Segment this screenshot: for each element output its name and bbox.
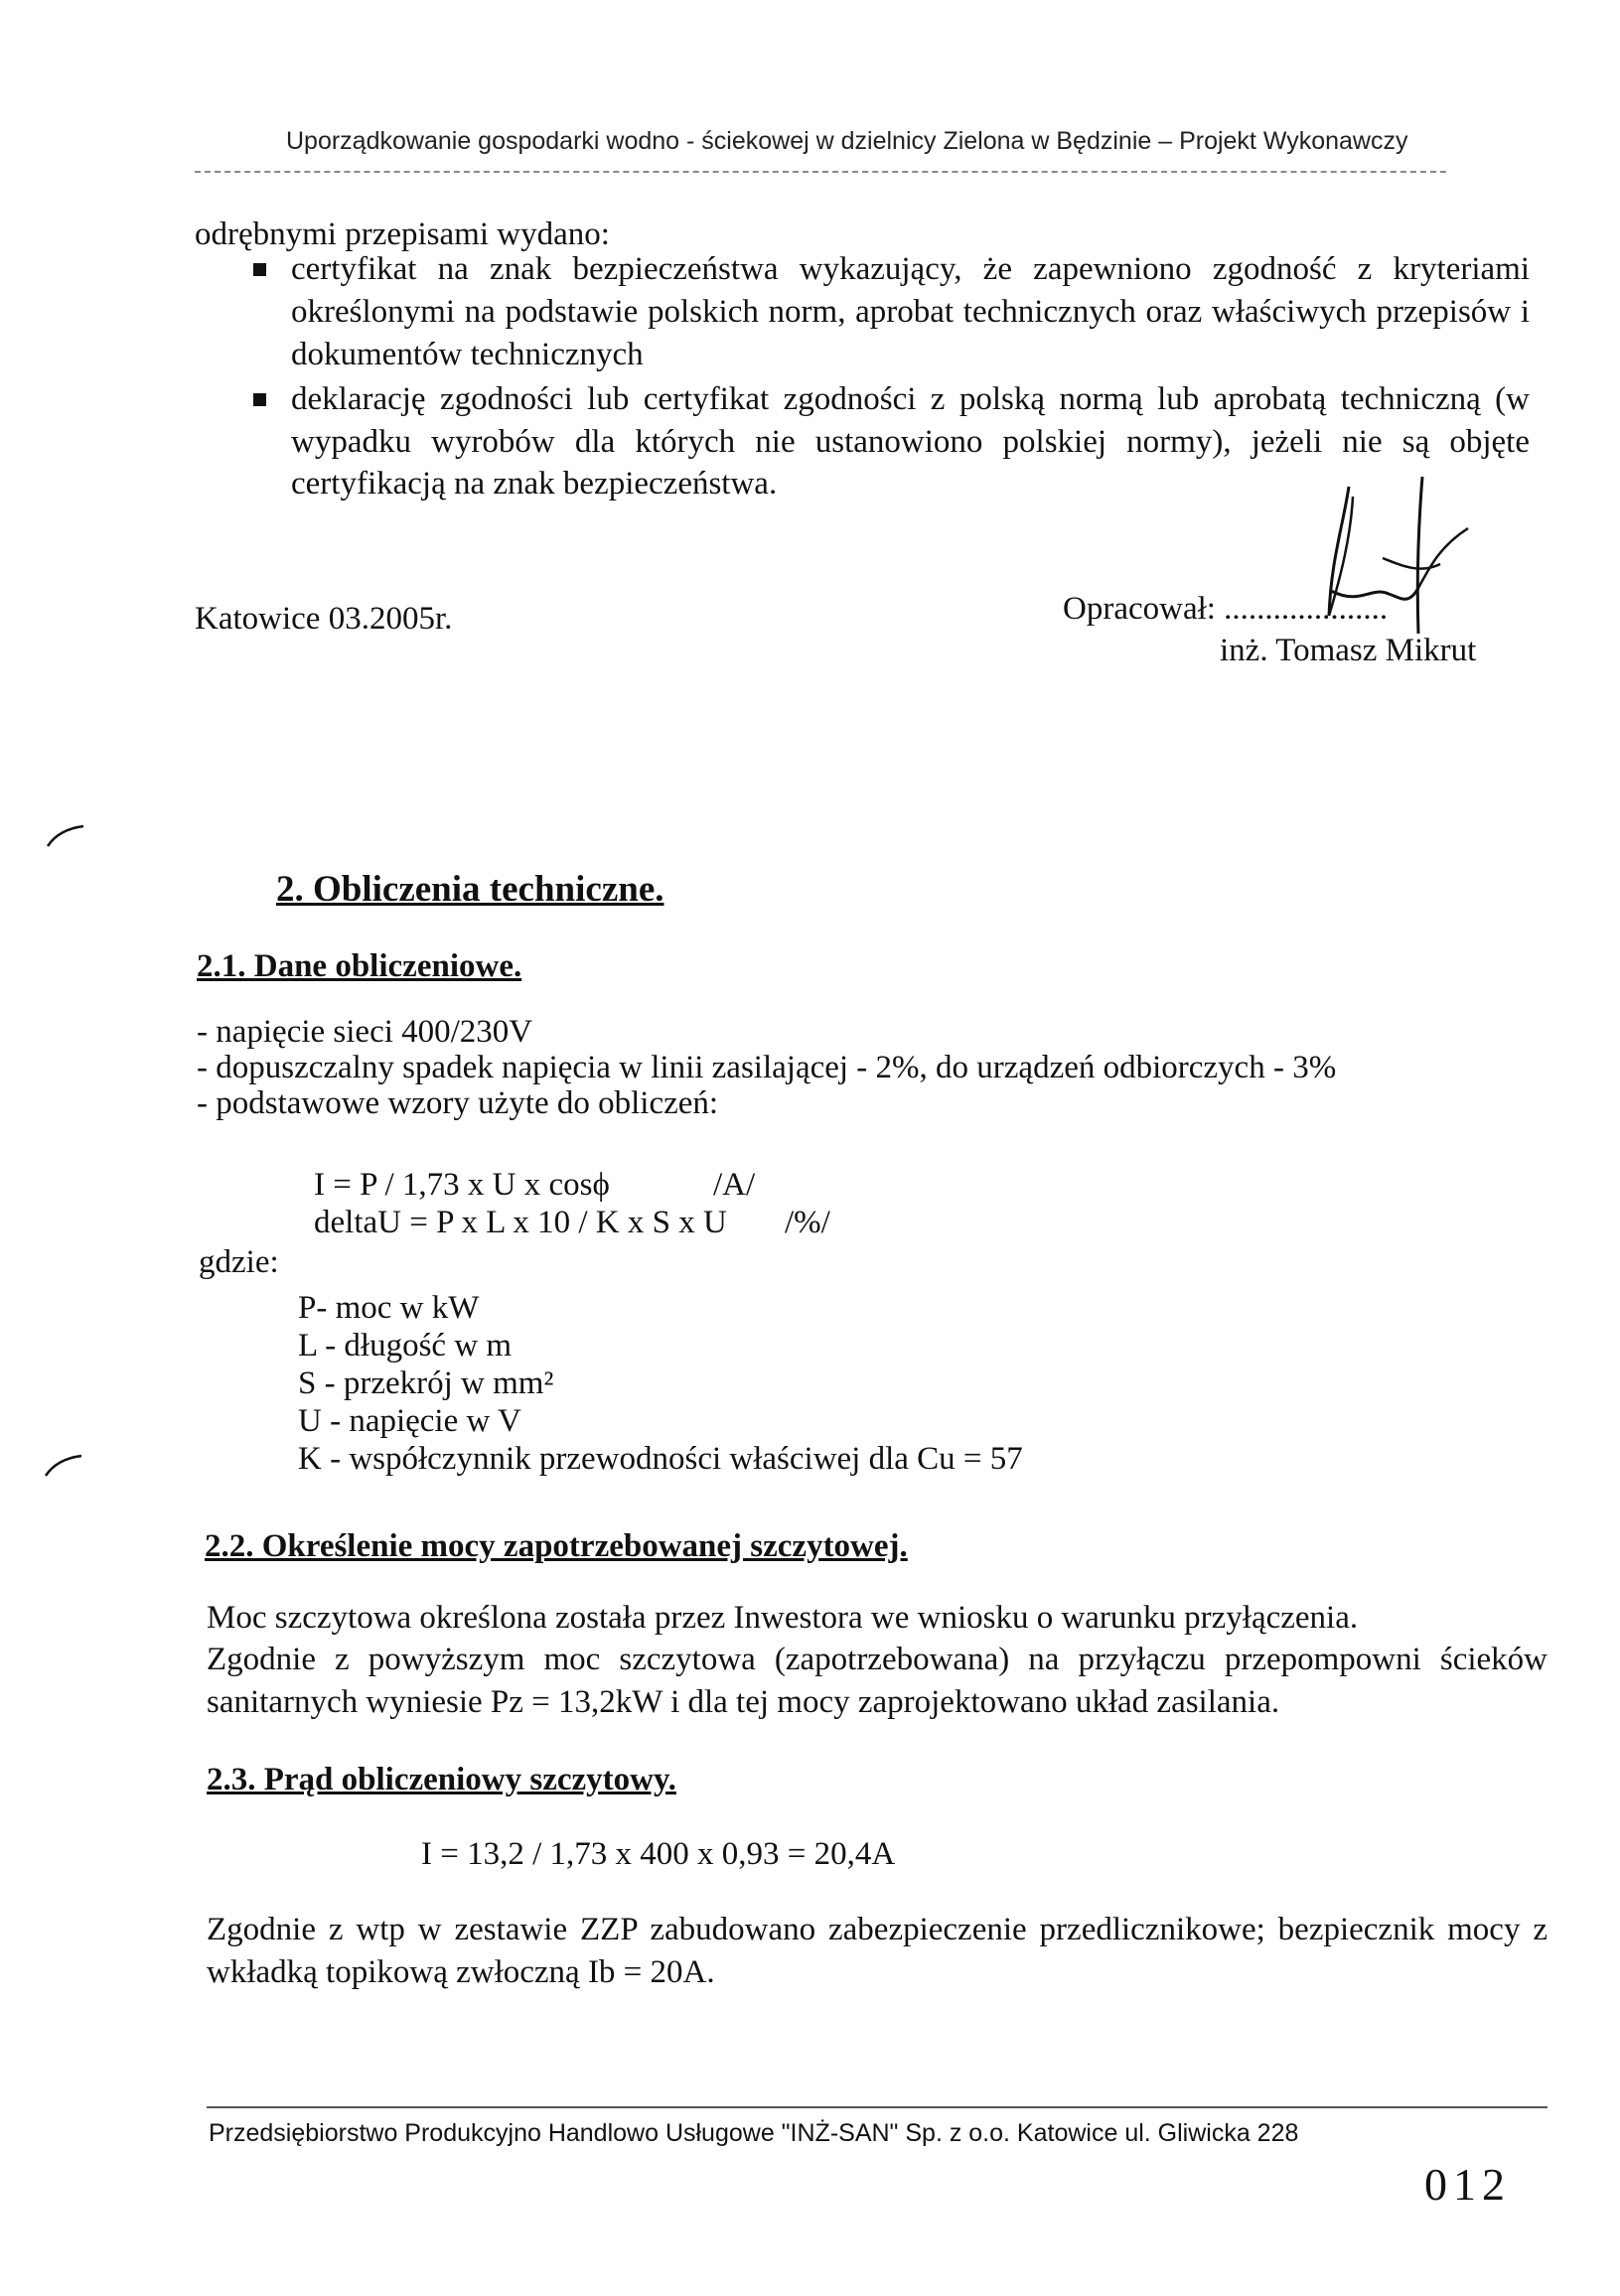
variable-definition: P- moc w kW (298, 1290, 480, 1326)
page-header-title: Uporządkowanie gospodarki wodno - ściekowej w dzielnicy Zielona w Będzinie – Projekt Wykonawczy (286, 127, 1408, 155)
handwritten-signature (1291, 467, 1470, 636)
subsection-heading: 2.3. Prąd obliczeniowy szczytowy. (207, 1762, 676, 1797)
formula-unit: /%/ (785, 1205, 830, 1240)
section-title: 2. Obliczenia techniczne. (276, 869, 664, 910)
variable-definition: L - długość w m (298, 1328, 513, 1363)
engineer-name: inż. Tomasz Mikrut (1220, 633, 1477, 668)
variable-definition: S - przekrój w mm² (298, 1365, 554, 1401)
variable-definition: K - współczynnik przewodności właściwej dla Cu = 57 (298, 1441, 1023, 1477)
margin-mark (44, 1454, 83, 1478)
footer-divider (207, 2106, 1547, 2108)
margin-mark (46, 824, 85, 848)
list-item: deklarację zgodności lub certyfikat zgodności z polską normą lub aprobatą techniczną (w wypadku wyrobów dla których nie ustanowiono polskiej normy), jeżeli nie są objęte certyfikacją na znak bezpieczeństwa. (253, 378, 1530, 506)
variable-definition: U - napięcie w V (298, 1403, 521, 1439)
formula-unit: /A/ (713, 1167, 756, 1203)
prepared-by-label: Opracował: .................... (1063, 591, 1389, 627)
list-item: certyfikat na znak bezpieczeństwa wykazujący, że zapewniono zgodność z kryteriami określonymi na podstawie polskich norm, aprobat technicznych oraz właściwych przepisów i dokumentów technicznych (253, 248, 1530, 376)
data-line: - podstawowe wzory użyte do obliczeń: (197, 1085, 719, 1121)
where-label: gdzie: (199, 1244, 279, 1280)
page-number: 012 (1424, 2159, 1511, 2210)
intro-text: odrębnymi przepisami wydano: (195, 216, 610, 252)
subsection-heading: 2.1. Dane obliczeniowe. (197, 948, 522, 984)
subsection-heading: 2.2. Określenie mocy zapotrzebowanej szczytowej. (205, 1528, 908, 1564)
data-line: - dopuszczalny spadek napięcia w linii zasilającej - 2%, do urządzeń odbiorczych - 3% (197, 1050, 1337, 1085)
paragraph: Zgodnie z wtp w zestawie ZZP zabudowano zabezpieczenie przedlicznikowe; bezpiecznik mocy z wkładką topikową zwłoczną Ib = 20A. (207, 1912, 1547, 1990)
place-date: Katowice 03.2005r. (195, 601, 453, 637)
paragraph: Zgodnie z powyższym moc szczytowa (zapotrzebowana) na przyłączu przepompowni ścieków sanitarnych wyniesie Pz = 13,2kW i dla tej mocy zaprojektowano układ zasilania. (207, 1642, 1547, 1720)
data-line: - napięcie sieci 400/230V (197, 1014, 533, 1050)
formula-peak-current: I = 13,2 / 1,73 x 400 x 0,93 = 20,4A (421, 1836, 896, 1872)
paragraph: Moc szczytowa określona została przez Inwestora we wniosku o warunku przyłączenia. (207, 1600, 1359, 1636)
formula-current: I = P / 1,73 x U x cosϕ (314, 1167, 610, 1203)
footer-company: Przedsiębiorstwo Produkcyjno Handlowo Usługowe "INŻ-SAN" Sp. z o.o. Katowice ul. Gliwicka 228 (209, 2119, 1299, 2147)
header-divider (195, 171, 1446, 173)
formula-voltage-drop: deltaU = P x L x 10 / K x S x U (314, 1205, 727, 1240)
